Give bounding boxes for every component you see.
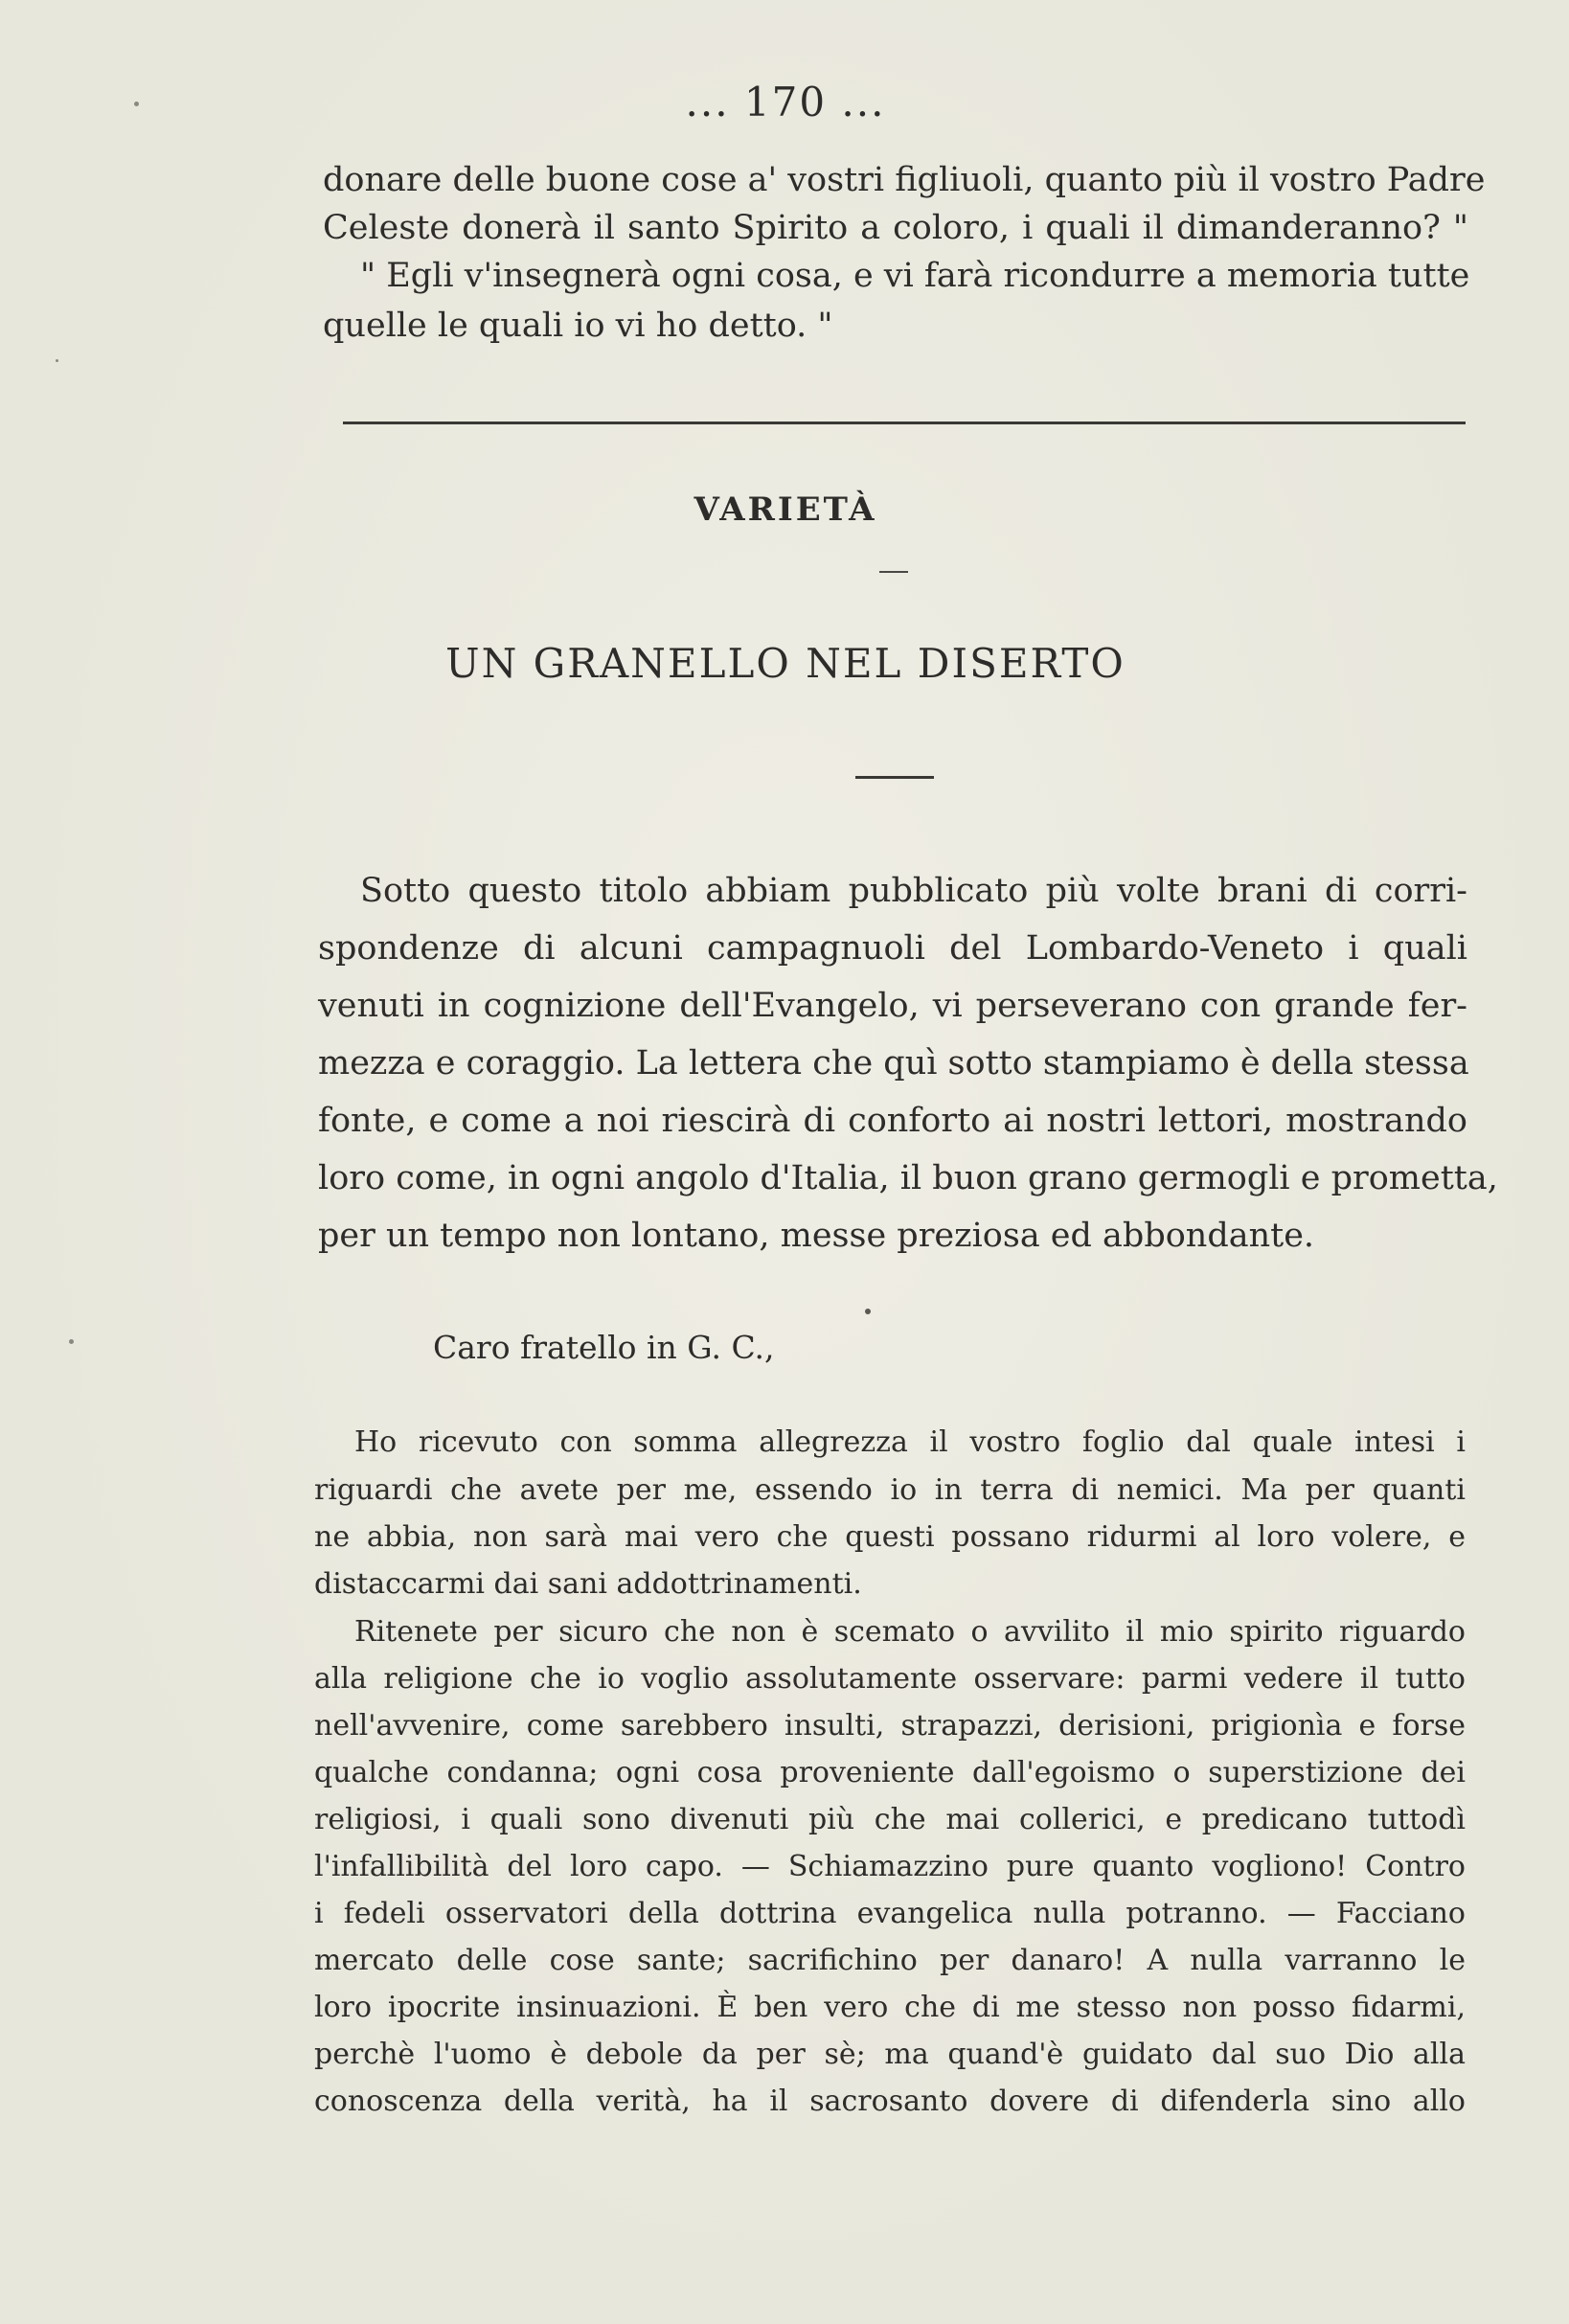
text-line: l'infallibilità del loro capo. — Schiamazzino pure quanto vogliono! Contro [314, 1850, 1466, 1883]
text-line: i fedeli osservatori della dottrina evangelica nulla potranno. — Facciano [314, 1897, 1466, 1930]
page-number: ... 170 ... [685, 79, 886, 125]
text-line: distaccarmi dai sani addottrinamenti. [314, 1567, 862, 1601]
letter-salutation: Caro fratello in G. C., [433, 1329, 775, 1366]
text-line: ne abbia, non sarà mai vero che questi possano ridurmi al loro volere, e [314, 1520, 1466, 1554]
text-line: mercato delle cose sante; sacrifichino per danaro! A nulla varranno le [314, 1944, 1466, 1977]
paper-speck [134, 102, 139, 106]
text-line: religiosi, i quali sono divenuti più che mai collerici, e predicano tuttodì [314, 1803, 1466, 1836]
text-line: fonte, e come a noi riescirà di conforto ai nostri lettori, mostrando [318, 1102, 1467, 1140]
text-line: Ho ricevuto con somma allegrezza il vostro foglio dal quale intesi i [354, 1425, 1466, 1459]
paper-speck [865, 1309, 871, 1314]
text-line: Sotto questo titolo abbiam pubblicato più volte brani di corri- [360, 872, 1467, 910]
text-line: donare delle buone cose a' vostri figliuoli, quanto più il vostro Padre [323, 161, 1486, 199]
section-divider [343, 422, 1466, 424]
text-line: quelle le quali io vi ho detto. " [323, 307, 833, 345]
text-line: alla religione che io voglio assolutamente osservare: parmi vedere il tutto [314, 1662, 1466, 1696]
text-line: venuti in cognizione dell'Evangelo, vi perseverano con grande fer- [318, 987, 1467, 1025]
text-line: riguardi che avete per me, essendo io in terra di nemici. Ma per quanti [314, 1473, 1466, 1507]
text-line: spondenze di alcuni campagnuoli del Lombardo-Veneto i quali [318, 929, 1467, 968]
paper-speck [56, 359, 58, 362]
text-line: perchè l'uomo è debole da per sè; ma quand'è guidato dal suo Dio alla [314, 2038, 1466, 2071]
text-line: qualche condanna; ogni cosa proveniente dall'egoismo o superstizione dei [314, 1756, 1466, 1789]
text-line: " Egli v'insegnerà ogni cosa, e vi farà ricondurre a memoria tutte [360, 257, 1470, 295]
text-line: loro come, in ogni angolo d'Italia, il buon grano germogli e prometta, [318, 1159, 1498, 1197]
title-rule [855, 776, 934, 779]
section-heading: VARIETÀ [694, 490, 877, 529]
paper-speck [69, 1339, 74, 1344]
text-line: nell'avvenire, come sarebbero insulti, strapazzi, derisioni, prigionìa e forse [314, 1709, 1466, 1743]
text-line: Ritenete per sicuro che non è scemato o avvilito il mio spirito riguardo [354, 1615, 1466, 1649]
text-line: conoscenza della verità, ha il sacrosanto dovere di difenderla sino allo [314, 2085, 1466, 2118]
text-line: loro ipocrite insinuazioni. È ben vero che di me stesso non posso fidarmi, [314, 1991, 1466, 2024]
article-title: UN GRANELLO NEL DISERTO [445, 640, 1126, 687]
heading-dash [879, 571, 908, 573]
text-line: Celeste donerà il santo Spirito a coloro, i quali il dimanderanno? " [323, 209, 1468, 247]
text-line: per un tempo non lontano, messe preziosa ed abbondante. [318, 1217, 1315, 1255]
text-line: mezza e coraggio. La lettera che quì sotto stampiamo è della stessa [318, 1044, 1469, 1082]
